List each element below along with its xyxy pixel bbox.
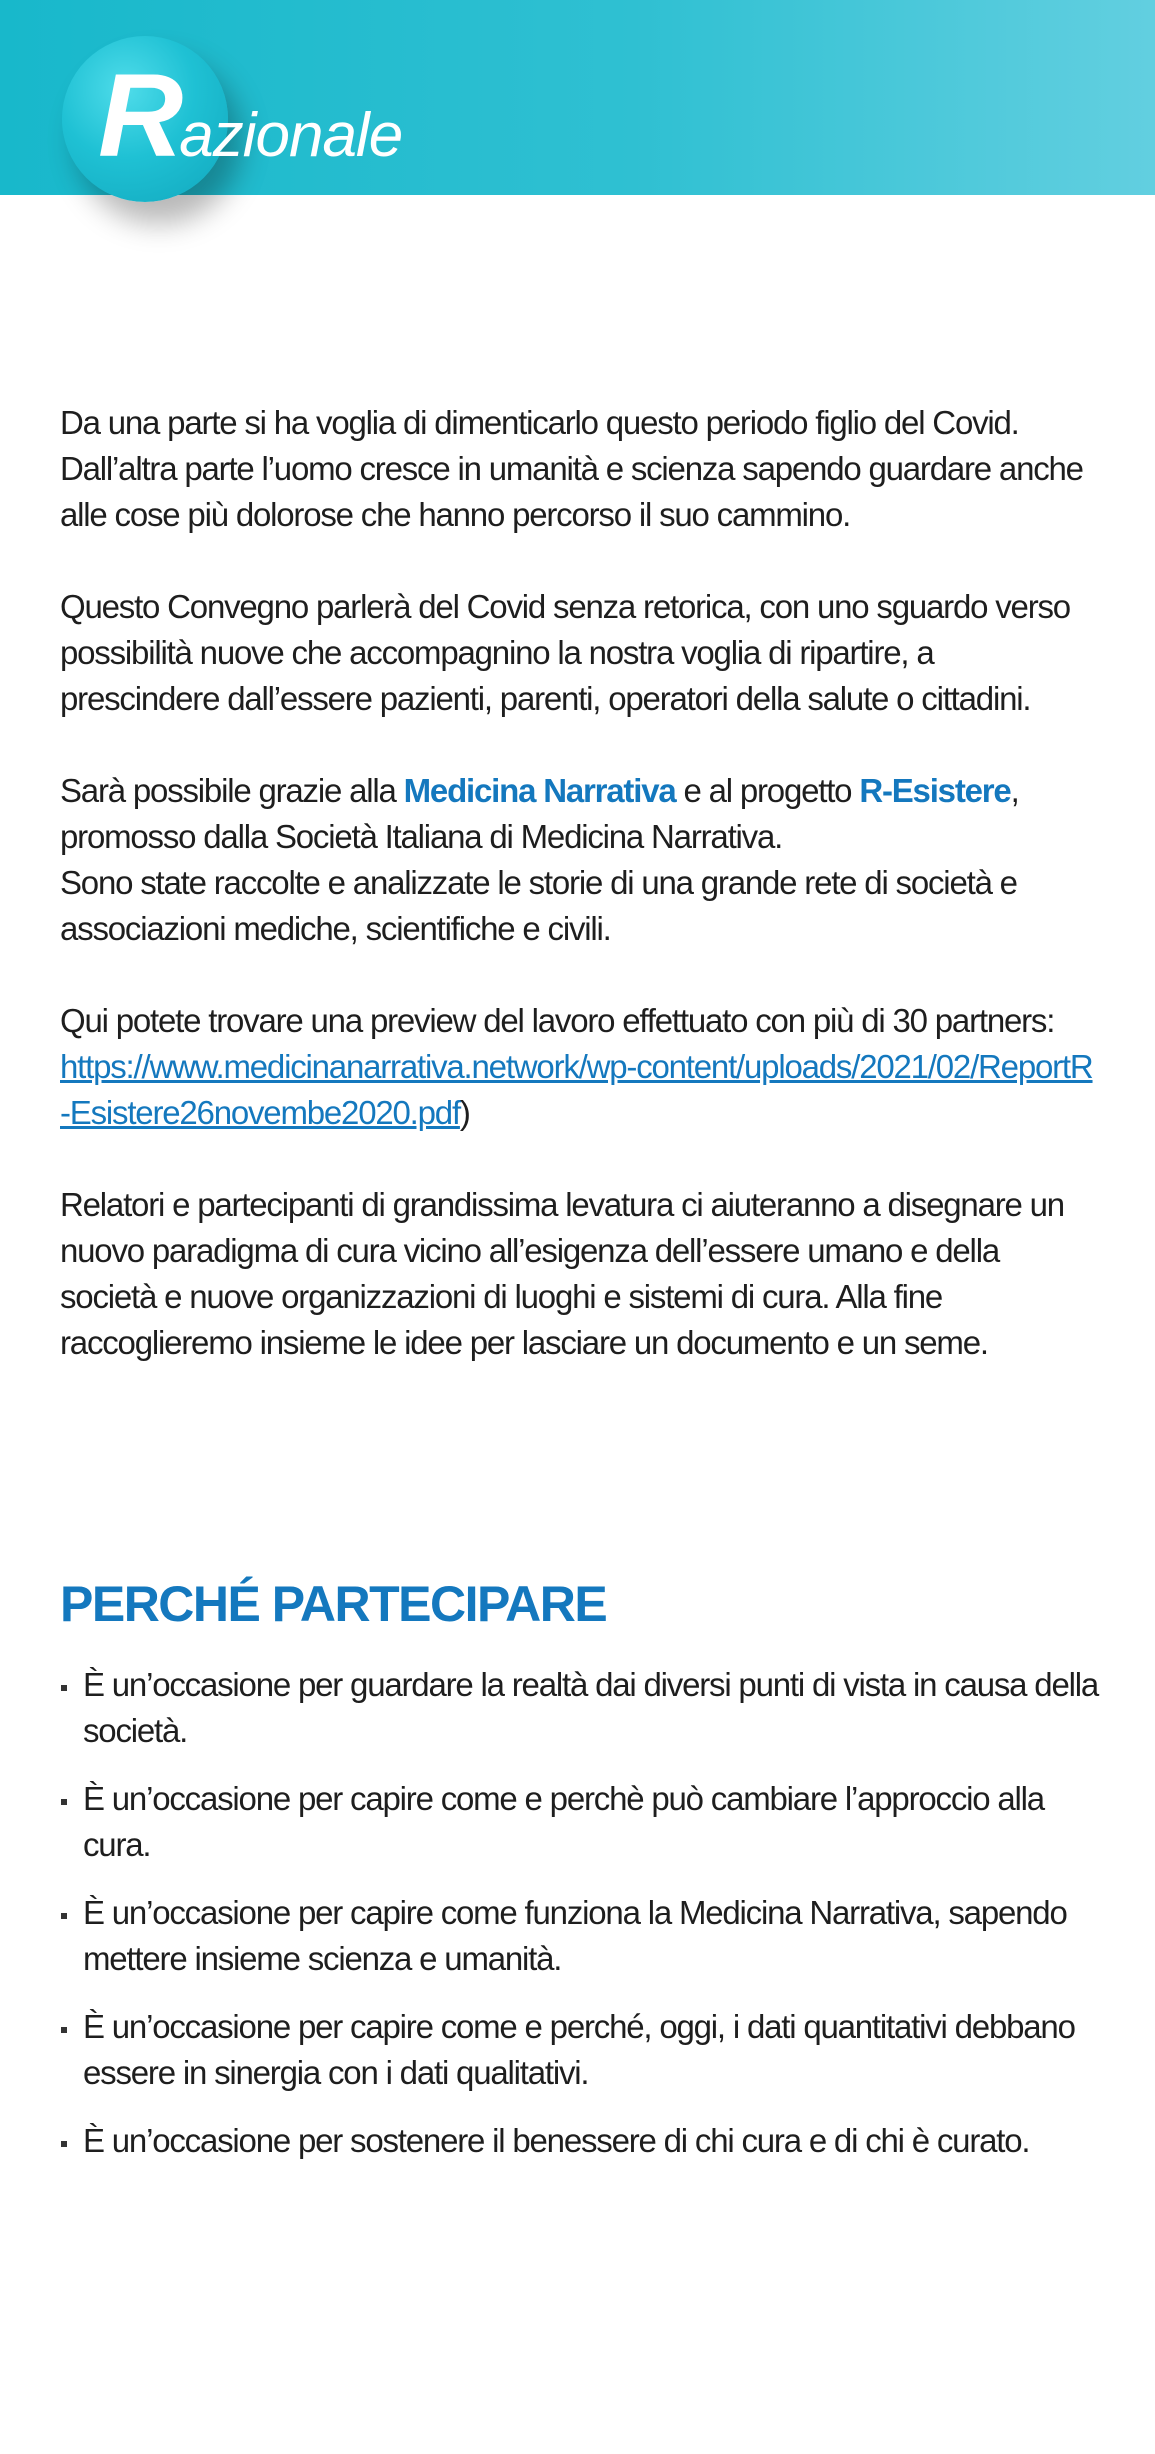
list-item: È un’occasione per capire come e perché, oggi, i dati quantitativi debbano essere in sinergia con i dati qualitativi.: [60, 2004, 1100, 2096]
p3-text-after: ,: [1010, 772, 1019, 809]
p3-line-2: promosso dalla Società Italiana di Medicina Narrativa.: [60, 818, 783, 855]
intro-paragraph-2: Questo Convegno parlerà del Covid senza retorica, con uno sguardo verso possibilità nuove che accompagnino la nostra voglia di ripartire, a prescindere dall’essere pazienti, parenti, operatori della salute o cittadini.: [60, 588, 1070, 717]
title-rest: azionale: [179, 101, 403, 170]
reasons-list: [60, 1662, 1100, 2186]
list-item: È un’occasione per sostenere il benessere di chi cura e di chi è curato.: [60, 2118, 1100, 2164]
list-item: È un’occasione per guardare la realtà dai diversi punti di vista in causa della società.: [60, 1662, 1100, 1754]
intro-paragraph-1: Da una parte si ha voglia di dimenticarlo questo periodo figlio del Covid. Dall’altra parte l’uomo cresce in umanità e scienza sapendo guardare anche alle cose più dolorose che hanno percorso il suo cammino.: [60, 404, 1083, 533]
intro-paragraph-4: [60, 998, 1100, 1136]
list-item: È un’occasione per capire come e perchè può cambiare l’approccio alla cura.: [60, 1776, 1100, 1868]
intro-paragraph-5: Relatori e partecipanti di grandissima levatura ci aiuteranno a disegnare un nuovo paradigma di cura vicino all’esigenza dell’essere umano e della società e nuove organizzazioni di luoghi e sistemi di cura. Alla fine raccoglieremo insieme le idee per lasciare un documento e un seme.: [60, 1186, 1064, 1361]
report-link[interactable]: https://www.medicinanarrativa.network/wp-content/uploads/2021/02/ReportR-Esistere26novembe2020.pdf: [60, 1048, 1093, 1131]
title-initial: R: [98, 50, 180, 182]
list-item: È un’occasione per capire come funziona la Medicina Narrativa, sapendo mettere insieme scienza e umanità.: [60, 1890, 1100, 1982]
intro-paragraph-3: [60, 768, 1100, 952]
medicina-narrativa-highlight: Medicina Narrativa: [403, 772, 676, 809]
link-closing-paren: ): [459, 1094, 470, 1131]
intro-text: [60, 400, 1100, 1412]
section-title: PERCHÉ PARTECIPARE: [60, 1576, 607, 1632]
p3-text-middle: e al progetto: [675, 772, 860, 809]
p3-line-3: Sono state raccolte e analizzate le storie di una grande rete di società e associazioni mediche, scientifiche e civili.: [60, 864, 1017, 947]
preview-text: Qui potete trovare una preview del lavoro effettuato con più di 30 partners:: [60, 1002, 1055, 1039]
r-esistere-highlight: R-Esistere: [859, 772, 1011, 809]
page-title: [98, 50, 403, 186]
p3-text-before: Sarà possibile grazie alla: [60, 772, 404, 809]
